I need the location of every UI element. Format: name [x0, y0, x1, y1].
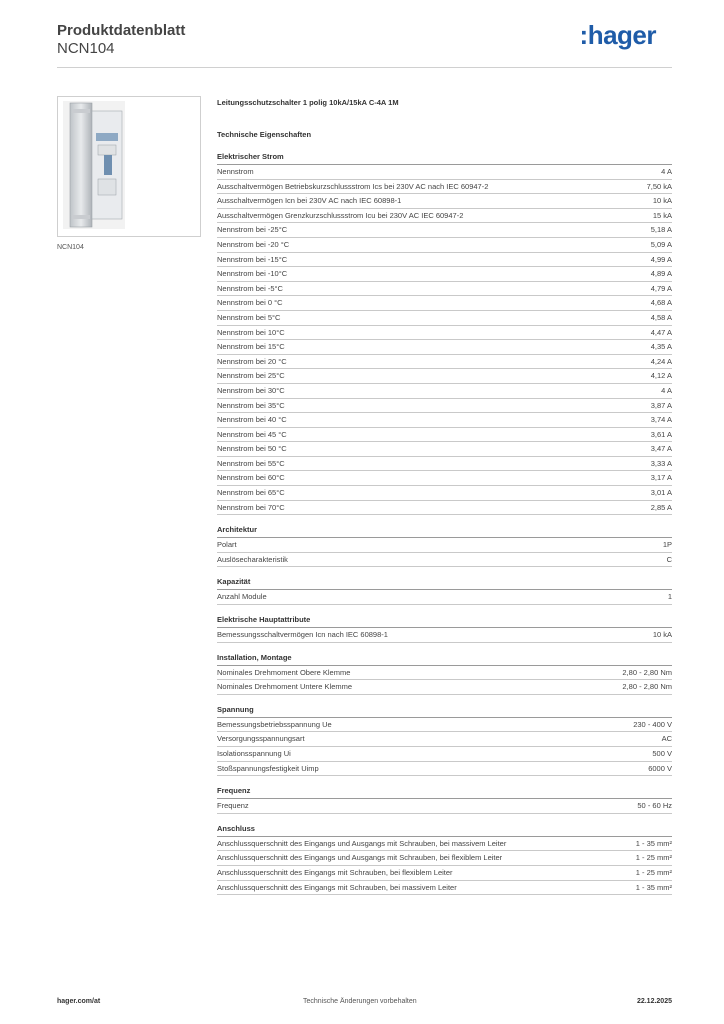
hager-logo: :hager [579, 20, 656, 50]
property-label: Anschlussquerschnitt des Eingangs und Ausgangs mit Schrauben, bei flexiblem Leiter [217, 853, 503, 863]
property-row [217, 866, 672, 881]
section-title: Frequenz [217, 785, 672, 799]
property-value: 230 - 400 V [633, 719, 672, 729]
property-label: Nennstrom bei 60°C [217, 473, 285, 483]
property-row [217, 666, 672, 681]
property-value: 1 - 25 mm² [635, 853, 672, 863]
section-4 [217, 652, 672, 695]
section-1 [217, 524, 672, 567]
property-row [217, 384, 672, 399]
property-row [217, 881, 672, 896]
property-label: Nennstrom bei 25°C [217, 371, 285, 381]
property-value: 500 V [652, 749, 672, 758]
property-label: Anschlussquerschnitt des Eingangs mit Schrauben, bei massivem Leiter [217, 882, 457, 892]
property-value: 10 kA [652, 630, 672, 640]
footer-date: 22.12.2025 [636, 998, 672, 1005]
property-value: 1 [667, 592, 672, 602]
section-6 [217, 785, 672, 814]
property-label: Nennstrom bei -25°C [217, 225, 288, 235]
property-label: Nennstrom bei 35°C [217, 400, 285, 410]
property-row [217, 762, 672, 777]
property-row [217, 680, 672, 695]
property-value: 4,12 A [650, 371, 672, 381]
section-title: Spannung [217, 704, 672, 718]
property-value: 1 - 35 mm² [635, 882, 672, 892]
property-value: 4 A [661, 167, 672, 176]
section-title: Anschluss [217, 823, 672, 837]
property-label: Ausschaltvermögen Betriebskurzschlussstrom Ics bei 230V AC nach IEC 60947-2 [217, 181, 489, 191]
property-label: Nennstrom bei 30°C [217, 385, 285, 395]
property-row [217, 471, 672, 486]
section-0 [217, 151, 672, 515]
property-value: 3,01 A [650, 488, 672, 498]
property-label: Nennstrom bei -20 °C [217, 239, 290, 249]
property-label: Nennstrom bei 65°C [217, 488, 285, 498]
property-value: 2,80 - 2,80 Nm [622, 682, 672, 692]
property-label: Nennstrom bei 0 °C [217, 298, 283, 308]
property-value: 15 kA [652, 210, 672, 220]
property-label: Nennstrom bei 70°C [217, 502, 285, 512]
property-row [217, 732, 672, 747]
property-row [217, 718, 672, 733]
property-value: 5,09 A [650, 239, 672, 249]
property-label: Anschlussquerschnitt des Eingangs mit Schrauben, bei flexiblem Leiter [217, 867, 453, 877]
property-value: C [666, 554, 672, 564]
circuit-breaker-icon [58, 97, 200, 236]
property-label: Nominales Drehmoment Untere Klemme [217, 682, 353, 692]
section-7 [217, 823, 672, 895]
property-value: 5,18 A [650, 225, 672, 235]
section-title: Elektrischer Strom [217, 151, 672, 165]
property-row [217, 238, 672, 253]
property-label: Anzahl Module [217, 592, 267, 602]
property-value: 3,17 A [650, 473, 672, 483]
property-label: Polart [217, 540, 237, 550]
property-row [217, 180, 672, 195]
image-caption: NCN104 [57, 244, 84, 251]
property-value: 1P [662, 540, 672, 550]
property-label: Ausschaltvermögen Icn bei 230V AC nach IEC 60898-1 [217, 196, 402, 206]
property-label: Auslösecharakteristik [217, 554, 288, 564]
property-value: AC [661, 734, 672, 744]
property-value: 3,33 A [650, 458, 672, 468]
datasheet-main [217, 97, 672, 895]
property-value: 3,47 A [650, 444, 672, 454]
product-title: Leitungsschutzschalter 1 polig 10kA/15kA C-4A 1M [217, 98, 399, 107]
property-value: 4,35 A [650, 342, 672, 352]
property-row [217, 340, 672, 355]
property-label: Frequenz [217, 801, 249, 811]
property-label: Nennstrom bei 45 °C [217, 429, 287, 439]
property-sections [217, 151, 672, 895]
property-value: 4,79 A [650, 283, 672, 293]
property-value: 4,47 A [650, 327, 672, 337]
property-row [217, 553, 672, 568]
property-label: Nennstrom bei 50 °C [217, 444, 287, 454]
property-label: Anschlussquerschnitt des Eingangs und Ausgangs mit Schrauben, bei massivem Leiter [217, 838, 507, 848]
property-row [217, 165, 672, 180]
property-value: 7,50 kA [646, 181, 672, 191]
property-row [217, 267, 672, 282]
property-value: 4,24 A [650, 356, 672, 366]
property-row [217, 457, 672, 472]
property-value: 4,99 A [650, 254, 672, 264]
property-row [217, 538, 672, 553]
property-value: 3,61 A [650, 429, 672, 439]
property-label: Nennstrom bei 10°C [217, 327, 285, 337]
section-title: Architektur [217, 524, 672, 538]
property-row [217, 355, 672, 370]
property-label: Nennstrom bei -10°C [217, 269, 288, 279]
property-row [217, 413, 672, 428]
property-value: 4,68 A [650, 298, 672, 308]
property-row [217, 209, 672, 224]
property-label: Nennstrom bei 15°C [217, 342, 285, 352]
property-label: Isolationsspannung Ui [217, 749, 291, 758]
property-row [217, 399, 672, 414]
property-value: 3,74 A [650, 415, 672, 425]
property-row [217, 501, 672, 516]
section-title: Elektrische Hauptattribute [217, 614, 672, 628]
property-value: 4,89 A [650, 269, 672, 279]
property-label: Nennstrom bei -15°C [217, 254, 288, 264]
property-row [217, 282, 672, 297]
section-title: Kapazität [217, 576, 672, 590]
footer-note: Technische Änderungen vorbehalten [303, 998, 417, 1005]
property-row [217, 253, 672, 268]
property-row [217, 799, 672, 814]
property-label: Ausschaltvermögen Grenzkurzschlussstrom Icu bei 230V AC IEC 60947-2 [217, 210, 464, 220]
property-row [217, 296, 672, 311]
property-value: 50 - 60 Hz [637, 801, 672, 811]
property-value: 2,85 A [650, 502, 672, 512]
property-label: Bemessungsschaltvermögen Icn nach IEC 60898-1 [217, 630, 388, 640]
property-label: Nennstrom bei 40 °C [217, 415, 287, 425]
property-value: 10 kA [652, 196, 672, 206]
property-row [217, 326, 672, 341]
property-value: 1 - 25 mm² [635, 867, 672, 877]
property-value: 6000 V [648, 763, 672, 773]
property-value: 1 - 35 mm² [635, 838, 672, 848]
property-row [217, 486, 672, 501]
page-title: Produktdatenblatt [57, 22, 186, 39]
footer-website[interactable]: hager.com/at [57, 998, 101, 1005]
property-row [217, 428, 672, 443]
property-row [217, 369, 672, 384]
property-value: 2,80 - 2,80 Nm [622, 667, 672, 677]
section-2 [217, 576, 672, 605]
property-label: Nennstrom bei 55°C [217, 458, 285, 468]
property-row [217, 223, 672, 238]
property-label: Nennstrom bei -5°C [217, 283, 283, 293]
property-label: Nennstrom bei 20 °C [217, 356, 287, 366]
section-5 [217, 704, 672, 776]
page-header [57, 20, 672, 68]
property-label: Bemessungsbetriebsspannung Ue [217, 719, 332, 729]
property-value: 4,58 A [650, 312, 672, 322]
property-row [217, 747, 672, 762]
properties-title: Technische Eigenschaften [217, 130, 312, 139]
property-value: 4 A [661, 385, 672, 395]
property-row [217, 311, 672, 326]
property-label: Nennstrom [217, 167, 254, 176]
property-row [217, 851, 672, 866]
property-row [217, 837, 672, 852]
product-image [57, 96, 201, 237]
section-3 [217, 614, 672, 643]
property-row [217, 628, 672, 643]
property-label: Stoßspannungsfestigkeit Uimp [217, 763, 319, 773]
property-row [217, 590, 672, 605]
property-label: Nominales Drehmoment Obere Klemme [217, 667, 351, 677]
section-title: Installation, Montage [217, 652, 672, 666]
property-label: Versorgungsspannungsart [217, 734, 305, 744]
property-row [217, 194, 672, 209]
property-row [217, 442, 672, 457]
property-label: Nennstrom bei 5°C [217, 312, 281, 322]
product-code: NCN104 [57, 40, 115, 57]
property-value: 3,87 A [650, 400, 672, 410]
